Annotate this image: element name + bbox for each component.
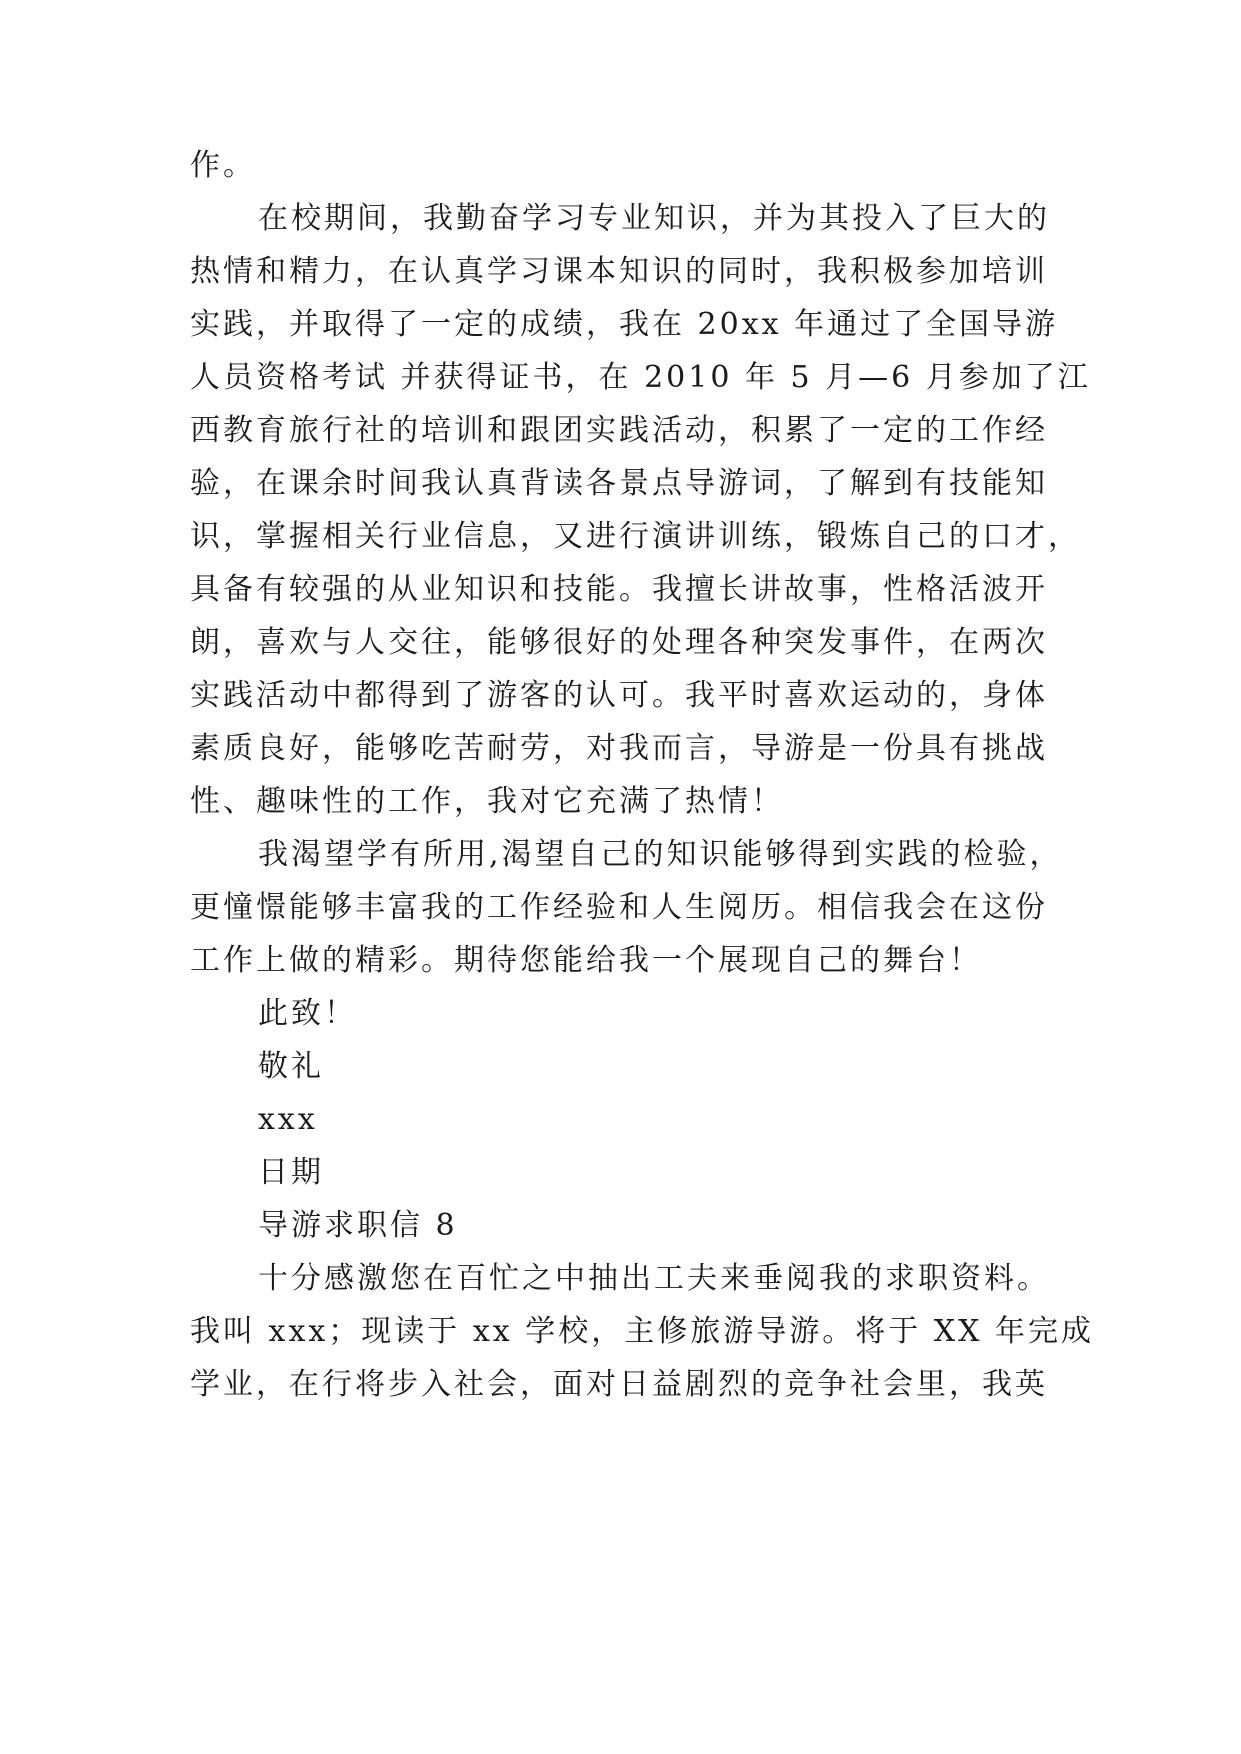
text-line: 人员资格考试 并获得证书，在 2010 年 5 月—6 月参加了江 [190, 360, 1091, 395]
paragraph-start-line: 我渴望学有所用,渴望自己的知识能够得到实践的检验， [258, 837, 1063, 872]
text-line: 性、趣味性的工作，我对它充满了热情！ [190, 784, 784, 819]
text-line: 验，在课余时间我认真背读各景点导游词，了解到有技能知 [190, 466, 1048, 501]
text-line: 具备有较强的从业知识和技能。我擅长讲故事，性格活波开 [190, 572, 1048, 607]
text-line: 实践活动中都得到了游客的认可。我平时喜欢运动的，身体 [190, 678, 1048, 713]
paragraph-start-line: 十分感激您在百忙之中抽出工夫来垂阅我的求职资料。 [258, 1261, 1050, 1296]
signature-name: xxx [258, 1102, 318, 1137]
text-line: 我叫 xxx；现读于 xx 学校，主修旅游导游。将于 XX 年完成 [190, 1314, 1094, 1349]
text-line: 更憧憬能够丰富我的工作经验和人生阅历。相信我会在这份 [190, 890, 1048, 925]
text-line: 识，掌握相关行业信息，又进行演讲训练，锻炼自己的口才， [190, 519, 1081, 554]
text-line: 实践，并取得了一定的成绩，我在 20xx 年通过了全国导游 [190, 307, 1059, 342]
text-line: 工作上做的精彩。期待您能给我一个展现自己的舞台！ [190, 943, 982, 978]
paragraph-start-line: 在校期间，我勤奋学习专业知识，并为其投入了巨大的 [258, 201, 1050, 236]
text-line: 作。 [190, 148, 256, 183]
text-line: 西教育旅行社的培训和跟团实践活动，积累了一定的工作经 [190, 413, 1048, 448]
text-line: 热情和精力，在认真学习课本知识的同时，我积极参加培训 [190, 254, 1048, 289]
closing-regards: 敬礼 [258, 1049, 324, 1084]
text-line: 学业，在行将步入社会，面对日益剧烈的竞争社会里，我英 [190, 1367, 1048, 1402]
text-line: 素质良好，能够吃苦耐劳，对我而言，导游是一份具有挑战 [190, 731, 1048, 766]
section-title: 导游求职信 8 [258, 1208, 458, 1243]
closing-salutation: 此致！ [258, 996, 357, 1031]
text-line: 朗，喜欢与人交往，能够很好的处理各种突发事件，在两次 [190, 625, 1048, 660]
signature-date: 日期 [258, 1155, 324, 1190]
